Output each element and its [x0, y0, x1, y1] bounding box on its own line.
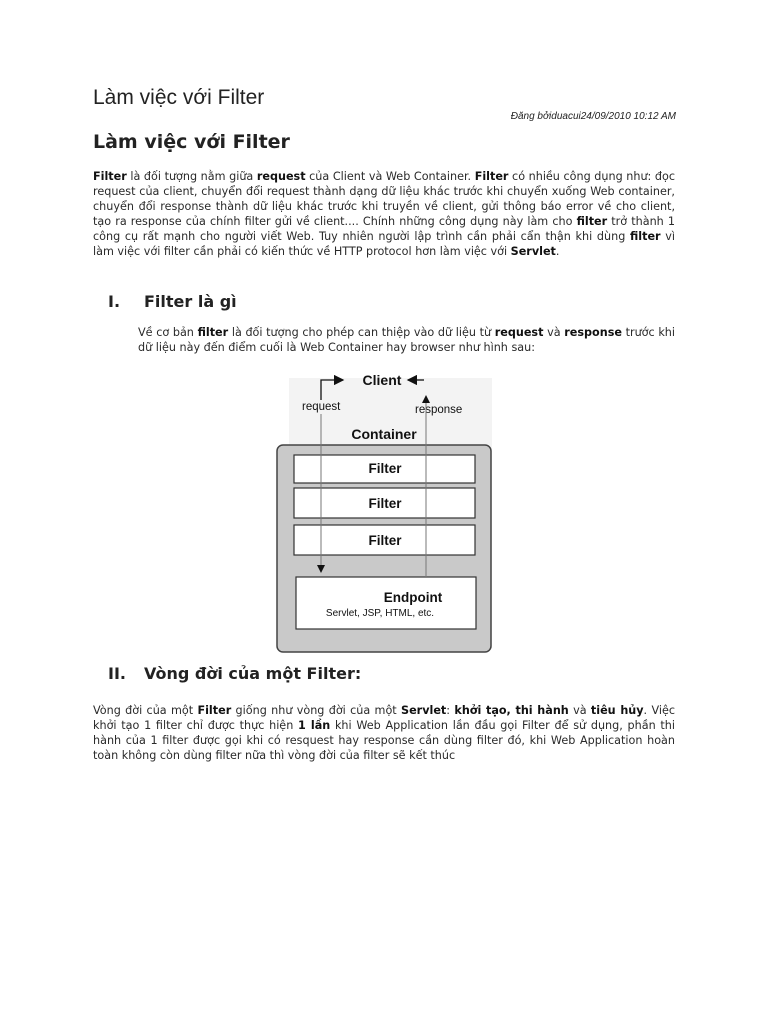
text-run: vì làm việc với filter cần phải có kiến thức về HTTP protocol hơn làm việc với — [93, 230, 675, 258]
bold-term: Filter — [93, 170, 127, 183]
section-1-body — [138, 325, 675, 355]
bold-term: filter — [197, 326, 229, 339]
posted-datetime: 24/09/2010 10:12 AM — [580, 111, 676, 122]
bold-term: Servlet — [401, 704, 447, 717]
bold-term: Filter — [474, 170, 509, 183]
bold-term: request — [256, 170, 306, 183]
container-label: Container — [351, 426, 417, 442]
bold-term: Servlet — [510, 245, 556, 258]
text-run: : — [446, 704, 455, 717]
section-1-number: I. — [108, 292, 121, 311]
text-run: . — [555, 245, 560, 258]
bold-term: 1 lần — [298, 719, 331, 732]
bold-term: filter — [576, 215, 608, 228]
filter-label: Filter — [368, 533, 402, 548]
article-heading: Làm việc với Filter — [93, 131, 290, 153]
page-title: Làm việc với Filter — [93, 86, 265, 109]
text-run: là đối tượng cho phép can thiệp vào dữ liệu từ — [228, 326, 495, 339]
bold-term: khởi tạo, thi hành — [454, 704, 569, 717]
bold-term: Filter — [197, 704, 232, 717]
section-1-title — [108, 292, 237, 311]
filter-label: Filter — [368, 461, 402, 476]
text-run: . Việc khởi tạo 1 filter chỉ được thực hiện — [93, 704, 675, 732]
endpoint-label: Endpoint — [383, 590, 443, 605]
intro-paragraph — [93, 169, 675, 259]
text-run: trở thành 1 công cụ rất mạnh cho người viết Web. Tuy nhiên người lập trình cần phải cẩn thận khi dùng — [93, 215, 676, 243]
text-run: Vòng đời của một — [93, 704, 198, 717]
bold-term: filter — [629, 230, 661, 243]
posted-prefix: Đăng bởi — [510, 111, 552, 122]
text-run: Về cơ bản — [138, 326, 198, 339]
text-run: của Client và Web Container. — [305, 170, 475, 183]
text-run: khi Web Application lần đầu gọi Filter để sử dụng, phần thi hành của 1 filter được gọi khi có resquest hay response cần dùng filter đó, khi Web Application hoàn toàn không còn dùng filter nữa thì vòng đời của filter sẽ kết thúc — [93, 719, 675, 762]
posted-info — [511, 111, 676, 122]
bold-term: response — [564, 326, 622, 339]
text-run: là đối tượng nằm giữa — [126, 170, 257, 183]
text-run: và — [543, 326, 565, 339]
section-2-heading: Vòng đời của một Filter: — [144, 664, 362, 683]
text-run: trước khi dữ liệu này đến điểm cuối là Web Container hay browser như hình sau: — [138, 326, 676, 354]
bold-term: tiêu hủy — [590, 704, 644, 717]
posted-author[interactable]: duacui — [551, 111, 581, 122]
text-run: có nhiều công dụng như: đọc request của client, chuyển đổi request thành dạng dữ liệu khác trước khi chuyển xuống Web container, chuyển đổi response thành dữ liệu khác trước khi truyền về client, gửi thông báo error về cho client, tạo ra response của chính filter gửi về client.... Chính những công dụng này làm cho — [93, 170, 675, 228]
section-2-title — [108, 664, 361, 683]
text-run: và — [568, 704, 591, 717]
filter-label: Filter — [368, 496, 402, 511]
section-1-heading: Filter là gì — [144, 292, 237, 311]
text-run: giống như vòng đời của một — [231, 704, 402, 717]
request-label: request — [302, 401, 341, 413]
bold-term: request — [494, 326, 544, 339]
section-2-body — [93, 703, 675, 763]
section-2-number: II. — [108, 664, 126, 683]
response-label: response — [415, 404, 463, 416]
client-label: Client — [362, 372, 402, 388]
endpoint-sublabel: Servlet, JSP, HTML, etc. — [325, 608, 435, 619]
filter-diagram — [275, 370, 495, 660]
